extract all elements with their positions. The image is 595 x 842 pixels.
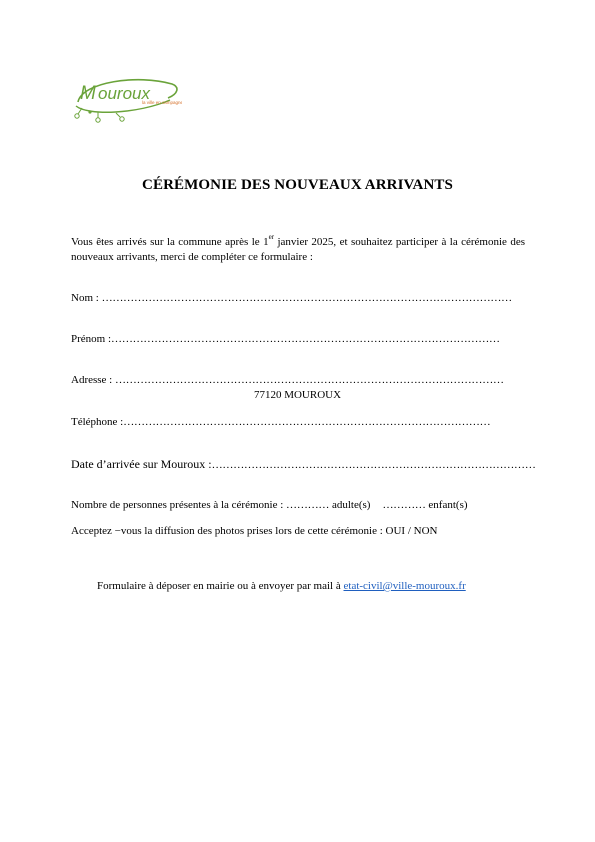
logo-wordmark: M bbox=[80, 83, 96, 104]
date-arrivee-dots[interactable]: ……………………………………………………………………………… bbox=[211, 459, 536, 471]
field-prenom[interactable] bbox=[71, 333, 500, 345]
field-date-arrivee[interactable] bbox=[71, 457, 536, 472]
field-telephone[interactable] bbox=[71, 416, 490, 428]
page-title: CÉRÉMONIE DES NOUVEAUX ARRIVANTS bbox=[142, 177, 453, 193]
footer-instructions bbox=[97, 580, 466, 592]
nom-dots[interactable]: …………………………………………………………………………………………………… bbox=[101, 292, 512, 304]
prenom-label: Prénom : bbox=[71, 333, 112, 345]
intro-paragraph: Vous êtes arrivés sur la commune après le 1er janvier 2025, et souhaitez participer à la cérémonie des nouveaux arrivants, merci de compléter ce formulaire : bbox=[71, 233, 526, 263]
persons-label: Nombre de personnes présentes à la cérémonie : bbox=[71, 499, 287, 511]
adresse-label: Adresse : bbox=[71, 374, 115, 386]
field-persons[interactable] bbox=[71, 499, 468, 511]
footer-text: Formulaire à déposer en mairie ou à envoyer par mail à bbox=[97, 580, 344, 592]
telephone-dots[interactable]: ………………………………………………………………………………………… bbox=[123, 416, 491, 428]
children-label: enfant(s) bbox=[425, 499, 468, 511]
children-dots[interactable]: ………… bbox=[382, 499, 426, 511]
adults-label: adulte(s) bbox=[329, 499, 371, 511]
mouroux-logo-graphic bbox=[68, 72, 182, 124]
nom-label: Nom : bbox=[71, 292, 102, 304]
prenom-dots[interactable]: ……………………………………………………………………………………………… bbox=[111, 333, 500, 345]
field-adresse[interactable] bbox=[71, 374, 504, 386]
telephone-label: Téléphone : bbox=[71, 416, 124, 428]
email-link[interactable]: etat-civil@ville-mouroux.fr bbox=[343, 580, 466, 592]
date-arrivee-label: Date d’arrivée sur Mouroux : bbox=[71, 457, 212, 471]
field-nom[interactable] bbox=[71, 292, 512, 304]
address-city: 77120 MOUROUX bbox=[253, 389, 342, 401]
logo-tagline: la ville en campagne bbox=[142, 100, 182, 105]
adresse-dots[interactable]: ……………………………………………………………………………………………… bbox=[115, 374, 504, 386]
adults-dots[interactable]: ………… bbox=[286, 499, 330, 511]
mouroux-logo bbox=[68, 72, 182, 124]
svg-text:ouroux: ouroux bbox=[98, 84, 150, 103]
photos-consent[interactable]: Acceptez −vous la diffusion des photos prises lors de cette cérémonie : OUI / NON bbox=[71, 525, 438, 537]
